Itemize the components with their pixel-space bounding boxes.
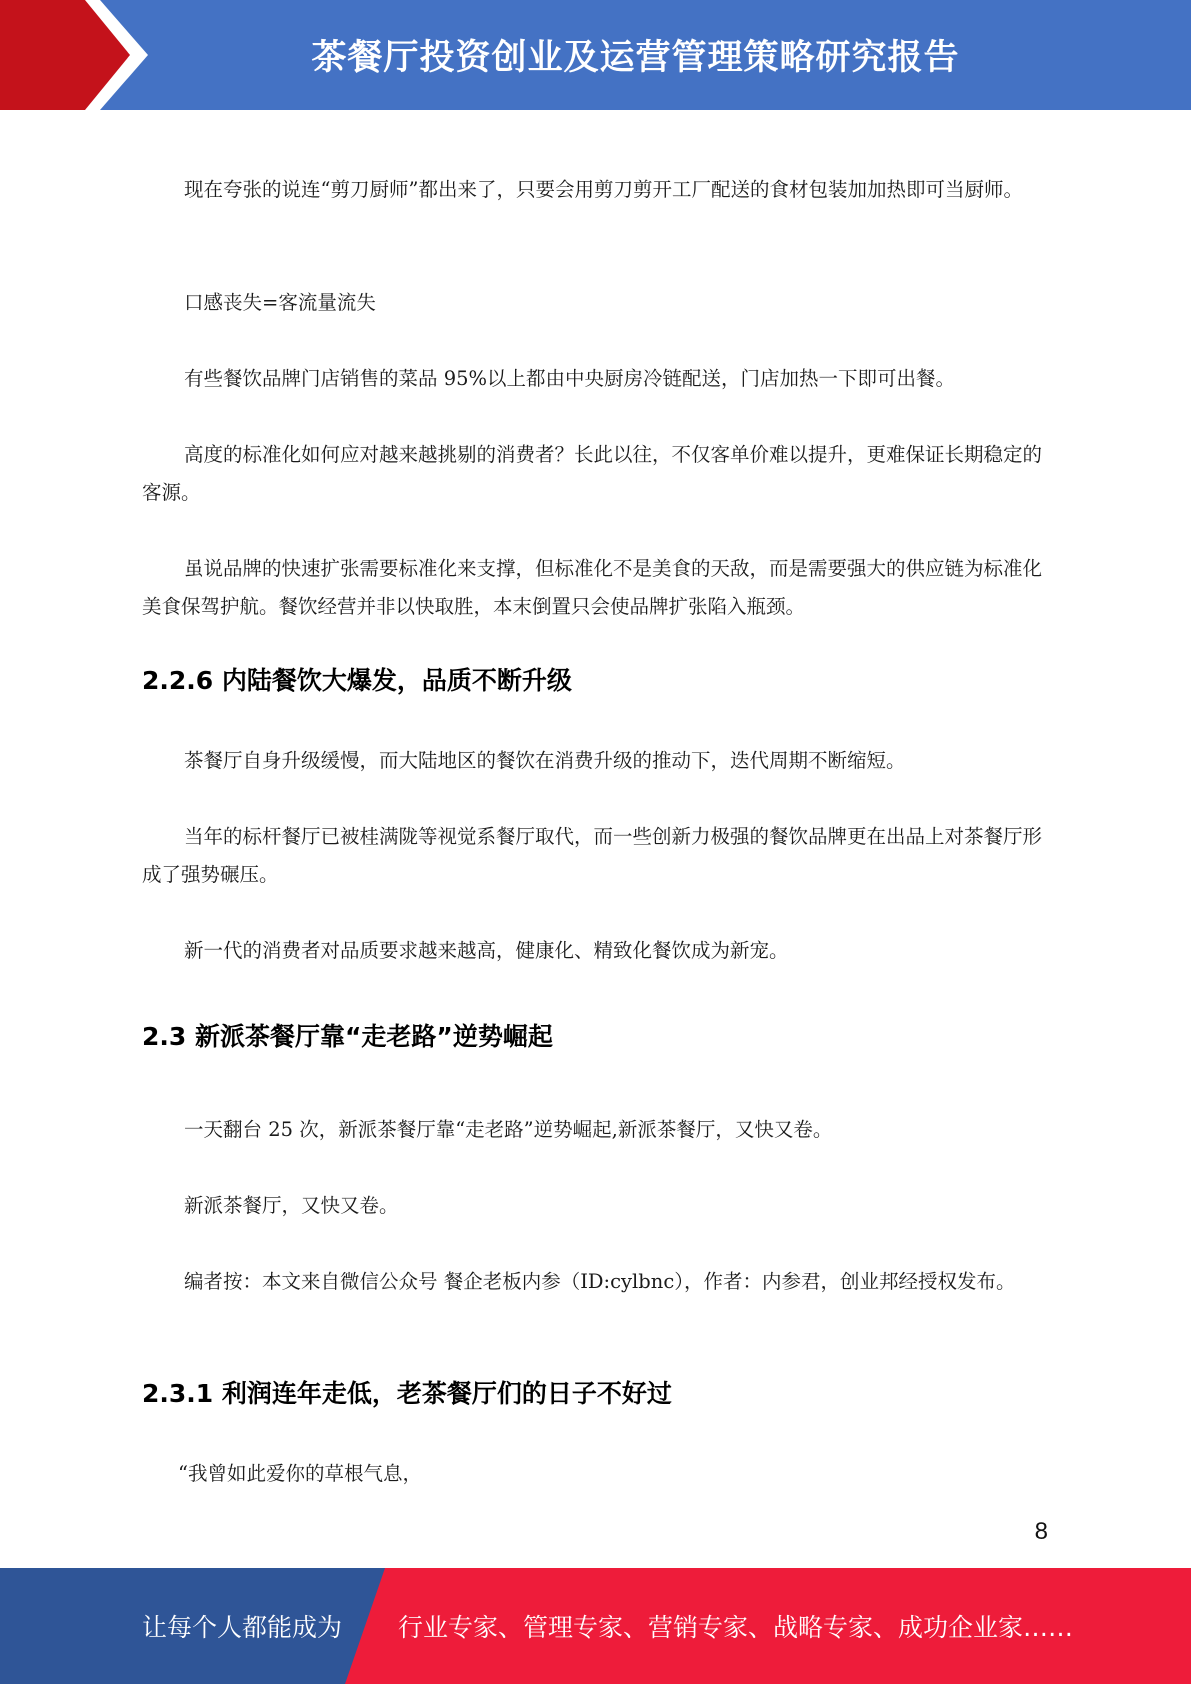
paragraph: 一天翻台 25 次，新派茶餐厅靠“走老路”逆势崛起,新派茶餐厅，又快又卷。 — [184, 1118, 833, 1141]
section-heading-2-3-1: 2.3.1 利润连年走低，老茶餐厅们的日子不好过 — [142, 1379, 672, 1408]
section-heading-2-2-6: 2.2.6 内陆餐饮大爆发，品质不断升级 — [142, 666, 572, 695]
footer-banner — [0, 1568, 1191, 1684]
paragraph: 新派茶餐厅，又快又卷。 — [184, 1194, 399, 1217]
document-title: 茶餐厅投资创业及运营管理策略研究报告 — [311, 38, 960, 78]
header-banner — [0, 0, 1191, 110]
page-number: 8 — [1034, 1518, 1048, 1545]
paragraph: 新一代的消费者对品质要求越来越高，健康化、精致化餐饮成为新宠。 — [184, 939, 789, 962]
paragraph: 高度的标准化如何应对越来越挑剔的消费者？长此以往，不仅客单价难以提升，更难保证长期稳定的客源。 — [142, 443, 1043, 504]
paragraph: “我曾如此爱你的草根气息， — [178, 1462, 422, 1485]
paragraph: 口感丧失=客流量流失 — [184, 291, 376, 314]
paragraph: 现在夸张的说连“剪刀厨师”都出来了，只要会用剪刀剪开工厂配送的食材包装加加热即可当厨师。 — [184, 178, 1023, 201]
footer-slogan: 让每个人都能成为 — [142, 1613, 343, 1642]
footer-expert-list: 行业专家、管理专家、营销专家、战略专家、成功企业家…… — [398, 1613, 1074, 1642]
section-heading-2-3: 2.3 新派茶餐厅靠“走老路”逆势崛起 — [142, 1022, 553, 1051]
paragraph: 茶餐厅自身升级缓慢，而大陆地区的餐饮在消费升级的推动下，迭代周期不断缩短。 — [184, 749, 906, 772]
paragraph: 虽说品牌的快速扩张需要标准化来支撑，但标准化不是美食的天敌，而是需要强大的供应链为标准化美食保驾护航。餐饮经营并非以快取胜，本末倒置只会使品牌扩张陷入瓶颈。 — [142, 557, 1043, 618]
paragraph: 编者按：本文来自微信公众号 餐企老板内参（ID:cylbnc），作者：内参君，创业邦经授权发布。 — [184, 1270, 1016, 1293]
paragraph: 有些餐饮品牌门店销售的菜品 95%以上都由中央厨房冷链配送，门店加热一下即可出餐。 — [184, 367, 956, 390]
paragraph: 当年的标杆餐厅已被桂满陇等视觉系餐厅取代，而一些创新力极强的餐饮品牌更在出品上对茶餐厅形成了强势碾压。 — [142, 825, 1043, 886]
